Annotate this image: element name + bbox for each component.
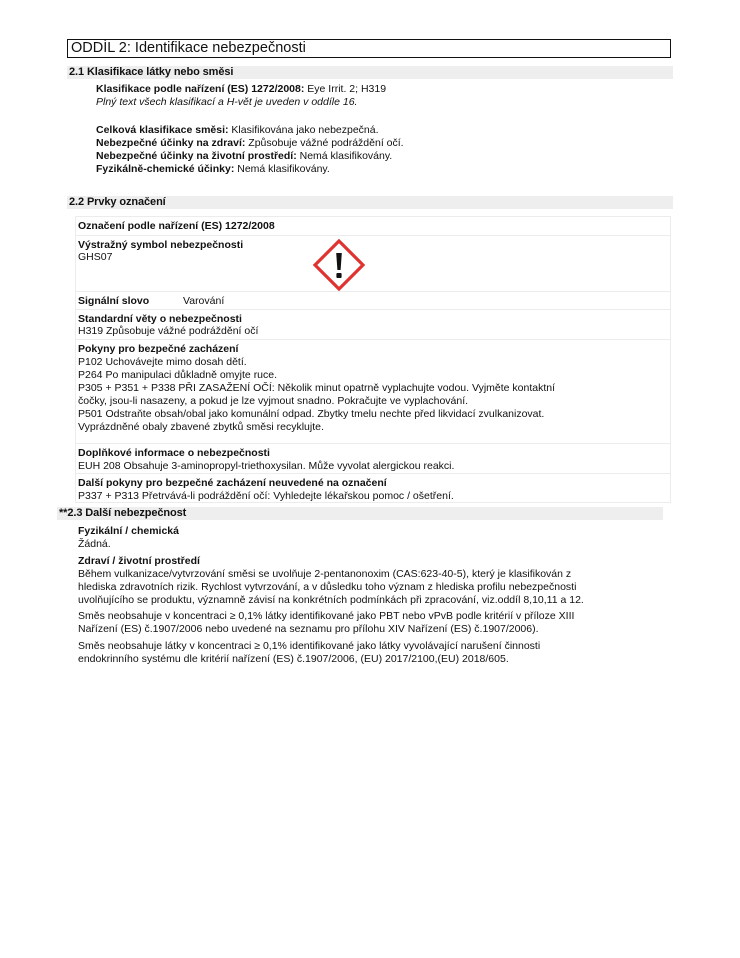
item-label: Fyzikálně-chemické účinky: [96, 163, 235, 175]
signal-word-value: Varování [183, 295, 225, 307]
label-table-title: Označení podle nařízení (ES) 1272/2008 [78, 220, 275, 232]
precautionary-statement: čočky, jsou-li nasazeny, a pokud je lze vyjmout snadno. Pokračujte ve vyplachování. [78, 395, 469, 407]
supplemental-info-label: Doplňkové informace o nebezpečnosti [78, 447, 270, 459]
item-value: Nemá klasifikovány. [296, 150, 393, 162]
section-title: ODDÍL 2: Identifikace nebezpečnosti [67, 39, 671, 58]
paragraph-line: Směs neobsahuje v koncentraci ≥ 0,1% látky identifikované jako PBT nebo vPvB podle kritérií v příloze XIII [78, 610, 575, 622]
paragraph-line: Během vulkanizace/vytvrzování směsi se uvolňuje 2-pentanonoxim (CAS:623-40-5), který je klasifikován z [78, 568, 572, 580]
environmental-effects [96, 150, 392, 162]
hazard-statement: H319 Způsobuje vážné podráždění očí [78, 325, 259, 337]
precautionary-statements-label: Pokyny pro bezpečné zacházení [78, 343, 239, 355]
item-label: Nebezpečné účinky na životní prostředí: [96, 150, 297, 162]
hazard-statements-label: Standardní věty o nebezpečnosti [78, 313, 242, 325]
physical-chemical-value: Žádná. [78, 538, 111, 550]
precautionary-statement: P501 Odstraňte obsah/obal jako komunální odpad. Zbytky tmelu nechte před likvidací zvulkanizovat. [78, 408, 545, 420]
subsection-2-2-heading: 2.2 Prvky označení [67, 196, 673, 209]
row-divider [76, 339, 670, 340]
other-precaution-statement: P337 + P313 Přetrvává-li podráždění očí: Vyhledejte lékařskou pomoc / ošetření. [78, 490, 454, 502]
item-label: Celková klasifikace směsi: [96, 124, 229, 136]
row-divider [76, 291, 670, 292]
paragraph-line: uvolňujícího se produktu, významně závisí na konkrétních podmínkách při zpracování, viz.oddíl 8,10,11 a 12. [78, 594, 584, 606]
classification-line [96, 83, 386, 95]
physical-chemical-label: Fyzikální / chemická [78, 525, 179, 537]
row-divider [76, 309, 670, 310]
paragraph-line: hlediska zdravotních rizik. Rychlost vytvrzování, a v důsledku toho význam z hlediska profilu nebezpečnosti [78, 581, 577, 593]
other-precautions-label: Další pokyny pro bezpečné zacházení neuvedené na označení [78, 477, 387, 489]
item-value: Způsobuje vážné podráždění očí. [245, 137, 404, 149]
health-effects [96, 137, 404, 149]
row-divider [76, 235, 670, 236]
pictogram-label: Výstražný symbol nebezpečnosti [78, 239, 244, 251]
item-value: Klasifikována jako nebezpečná. [228, 124, 379, 136]
pictogram-code: GHS07 [78, 251, 113, 263]
classification-label: Klasifikace podle nařízení (ES) 1272/2008: [96, 83, 305, 95]
row-divider [76, 443, 670, 444]
supplemental-statement: EUH 208 Obsahuje 3-aminopropyl-triethoxysilan. Může vyvolat alergickou reakci. [78, 460, 455, 472]
physchem-effects [96, 163, 330, 175]
paragraph-line: endokrinního systému dle kritérií nařízení (ES) č.1907/2006, (EU) 2017/2100,(EU) 2018/605. [78, 653, 509, 665]
item-label: Nebezpečné účinky na zdraví: [96, 137, 246, 149]
signal-word-label: Signální slovo [78, 295, 150, 307]
precautionary-statement: Vyprázdněné obaly zbavené zbytků směsi recyklujte. [78, 421, 324, 433]
overall-classification [96, 124, 379, 136]
precautionary-statement: P264 Po manipulaci důkladně omyjte ruce. [78, 369, 278, 381]
classification-value: Eye Irrit. 2; H319 [304, 83, 387, 95]
subsection-2-1-heading: 2.1 Klasifikace látky nebo směsi [67, 66, 673, 79]
health-environment-label: Zdraví / životní prostředí [78, 555, 200, 567]
precautionary-statement: P305 + P351 + P338 PŘI ZASAŽENÍ OČÍ: Několik minut opatrně vyplachujte vodou. Vyjměte kontaktní [78, 382, 556, 394]
classification-note: Plný text všech klasifikací a H-vět je uveden v oddíle 16. [96, 96, 358, 108]
exclamation-mark-diamond-icon [313, 239, 365, 291]
precautionary-statement: P102 Uchovávejte mimo dosah dětí. [78, 356, 247, 368]
item-value: Nemá klasifikovány. [234, 163, 330, 175]
paragraph-line: Směs neobsahuje látky v koncentraci ≥ 0,1% identifikované jako látky vyvolávající narušení činnosti [78, 640, 541, 652]
subsection-2-3-heading: **2.3 Další nebezpečnost [57, 507, 663, 520]
paragraph-line: Nařízení (ES) č.1907/2006 nebo uvedené na seznamu pro přílohu XIV Nařízení (ES) č.1907/2006). [78, 623, 539, 635]
row-divider [76, 473, 670, 474]
